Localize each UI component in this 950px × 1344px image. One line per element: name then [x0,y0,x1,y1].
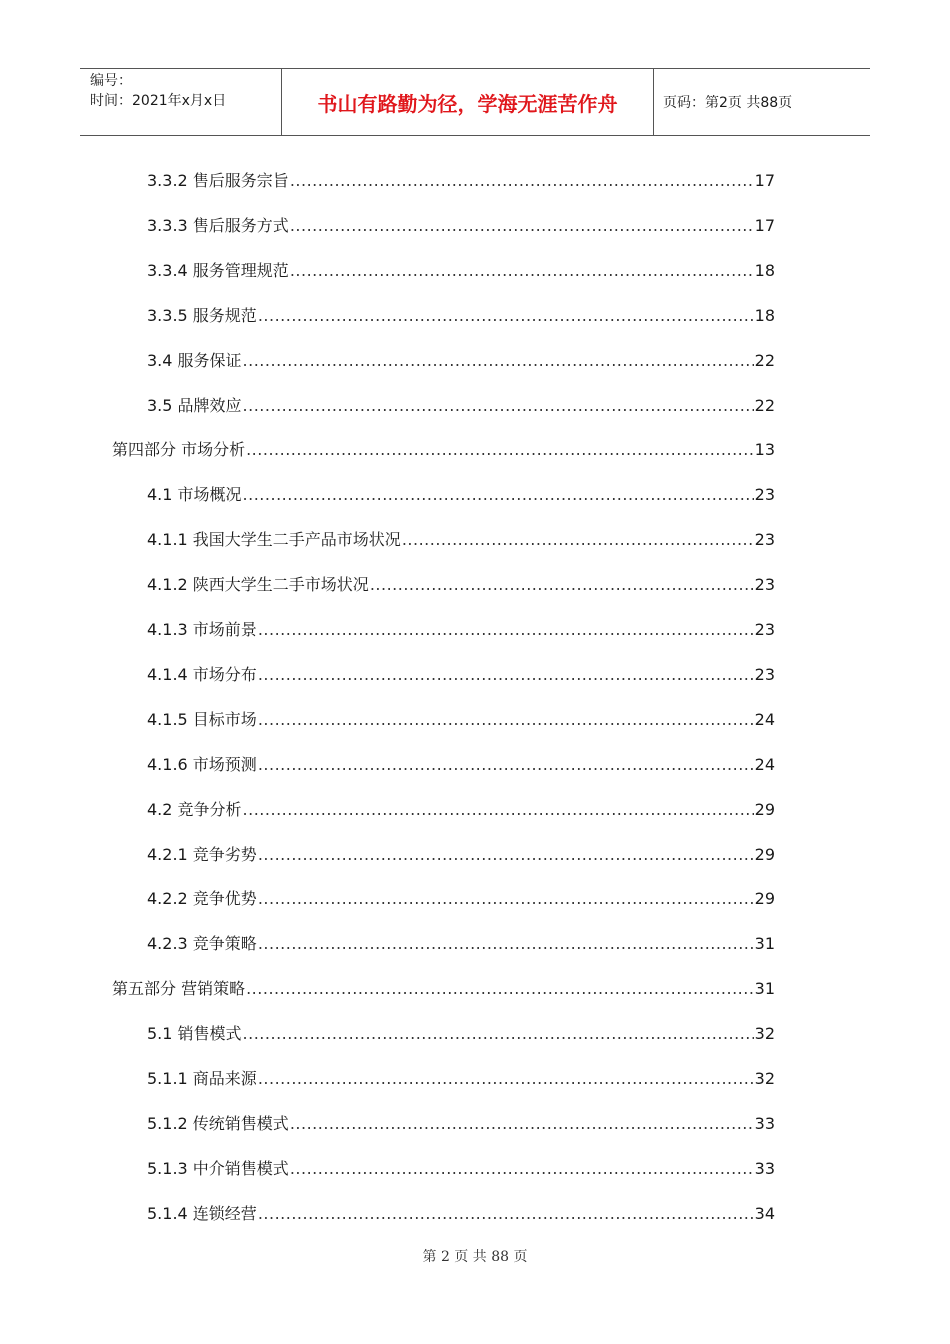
toc-leader-dots [258,664,754,686]
toc-leader-dots [243,1023,754,1045]
toc-entry-label: 4.1.6 市场预测 [147,755,257,774]
toc-entry-label: 4.2.2 竞争优势 [147,889,257,908]
toc-entry-page-number: 24 [754,755,775,774]
toc-leader-dots [370,574,754,596]
toc-entry[interactable] [147,931,775,955]
toc-entry[interactable] [147,527,775,551]
toc-leader-dots [243,484,754,506]
toc-entry[interactable] [147,707,775,731]
toc-leader-dots [290,1158,754,1180]
toc-entry-page-number: 29 [754,800,775,819]
toc-entry-page-number: 34 [754,1204,775,1223]
toc-entry-label: 3.3.4 服务管理规范 [147,261,289,280]
toc-entry-label: 3.3.3 售后服务方式 [147,216,289,235]
toc-entry[interactable] [147,1156,775,1180]
toc-leader-dots [243,395,754,417]
toc-entry-label: 4.1.2 陕西大学生二手市场状况 [147,575,369,594]
document-number-label: 编号： [90,73,132,89]
toc-entry[interactable] [147,617,775,641]
toc-entry[interactable] [147,572,775,596]
toc-entry[interactable] [147,886,775,910]
toc-entry[interactable] [147,842,775,866]
toc-leader-dots [290,260,754,282]
header-page-info: 页码：第2页 共88页 [663,95,793,111]
toc-entry-label: 3.3.2 售后服务宗旨 [147,171,289,190]
toc-entry-page-number: 32 [754,1024,775,1043]
toc-leader-dots [243,350,754,372]
toc-entry-label: 5.1.3 中介销售模式 [147,1159,289,1178]
toc-entry[interactable] [147,1066,775,1090]
document-time-label: 时间：2021年x月x日 [90,93,227,109]
toc-entry-label: 3.4 服务保证 [147,351,242,370]
toc-entry-page-number: 18 [754,261,775,280]
toc-entry[interactable] [147,168,775,192]
toc-entry-label: 4.1 市场概况 [147,485,242,504]
toc-leader-dots [290,1113,754,1135]
toc-entry[interactable] [147,258,775,282]
toc-entry-page-number: 17 [754,171,775,190]
toc-leader-dots [258,1068,754,1090]
toc-entry[interactable] [147,797,775,821]
toc-entry-label: 3.3.5 服务规范 [147,306,257,325]
toc-entry-label: 5.1.2 传统销售模式 [147,1114,289,1133]
toc-entry-page-number: 23 [754,620,775,639]
header-motto: 书山有路勤为径，学海无涯苦作舟 [282,69,654,135]
toc-entry-page-number: 32 [754,1069,775,1088]
toc-entry-label: 5.1.1 商品来源 [147,1069,257,1088]
toc-leader-dots [290,215,754,237]
page-footer: 第 2 页 共 88 页 [422,1249,528,1265]
toc-entry-page-number: 22 [754,351,775,370]
toc-entry-label: 第四部分 市场分析 [112,440,246,459]
toc-entry[interactable] [147,348,775,372]
toc-leader-dots [258,709,754,731]
toc-entry-page-number: 31 [754,934,775,953]
toc-entry-page-number: 18 [754,306,775,325]
toc-entry-label: 4.2 竞争分析 [147,800,242,819]
toc-entry[interactable] [112,437,775,461]
toc-entry[interactable] [147,1111,775,1135]
toc-entry-page-number: 17 [754,216,775,235]
toc-entry[interactable] [147,303,775,327]
toc-leader-dots [258,619,754,641]
toc-entry-label: 4.1.5 目标市场 [147,710,257,729]
toc-entry-label: 5.1.4 连锁经营 [147,1204,257,1223]
toc-leader-dots [402,529,754,551]
toc-entry-label: 4.1.1 我国大学生二手产品市场状况 [147,530,401,549]
toc-entry-label: 第五部分 营销策略 [112,979,246,998]
toc-entry-page-number: 33 [754,1114,775,1133]
toc-leader-dots [258,888,754,910]
toc-entry[interactable] [147,662,775,686]
toc-entry-page-number: 22 [754,396,775,415]
page-header [80,68,870,136]
toc-entry-page-number: 23 [754,485,775,504]
toc-entry[interactable] [147,482,775,506]
toc-entry-page-number: 13 [754,440,775,459]
toc-entry-label: 4.2.3 竞争策略 [147,934,257,953]
toc-entry[interactable] [147,1201,775,1225]
toc-entry-label: 4.2.1 竞争劣势 [147,845,257,864]
toc-entry-page-number: 29 [754,845,775,864]
header-meta [80,69,282,135]
toc-entry-page-number: 29 [754,889,775,908]
toc-entry[interactable] [147,752,775,776]
toc-entry-page-number: 23 [754,575,775,594]
toc-leader-dots [246,978,754,1000]
toc-entry-label: 5.1 销售模式 [147,1024,242,1043]
toc-entry-page-number: 24 [754,710,775,729]
toc-leader-dots [243,799,754,821]
toc-leader-dots [290,170,754,192]
toc-leader-dots [258,1203,754,1225]
toc-entry-label: 4.1.3 市场前景 [147,620,257,639]
toc-entry[interactable] [147,1021,775,1045]
toc-entry[interactable] [147,213,775,237]
toc-leader-dots [246,439,754,461]
toc-leader-dots [258,933,754,955]
toc-leader-dots [258,844,754,866]
toc-entry[interactable] [147,393,775,417]
toc-leader-dots [258,305,754,327]
toc-entry-page-number: 23 [754,665,775,684]
toc-entry-label: 4.1.4 市场分布 [147,665,257,684]
toc-entry[interactable] [112,976,775,1000]
toc-entry-label: 3.5 品牌效应 [147,396,242,415]
toc-leader-dots [258,754,754,776]
toc-entry-page-number: 31 [754,979,775,998]
toc-entry-page-number: 33 [754,1159,775,1178]
toc-entry-page-number: 23 [754,530,775,549]
